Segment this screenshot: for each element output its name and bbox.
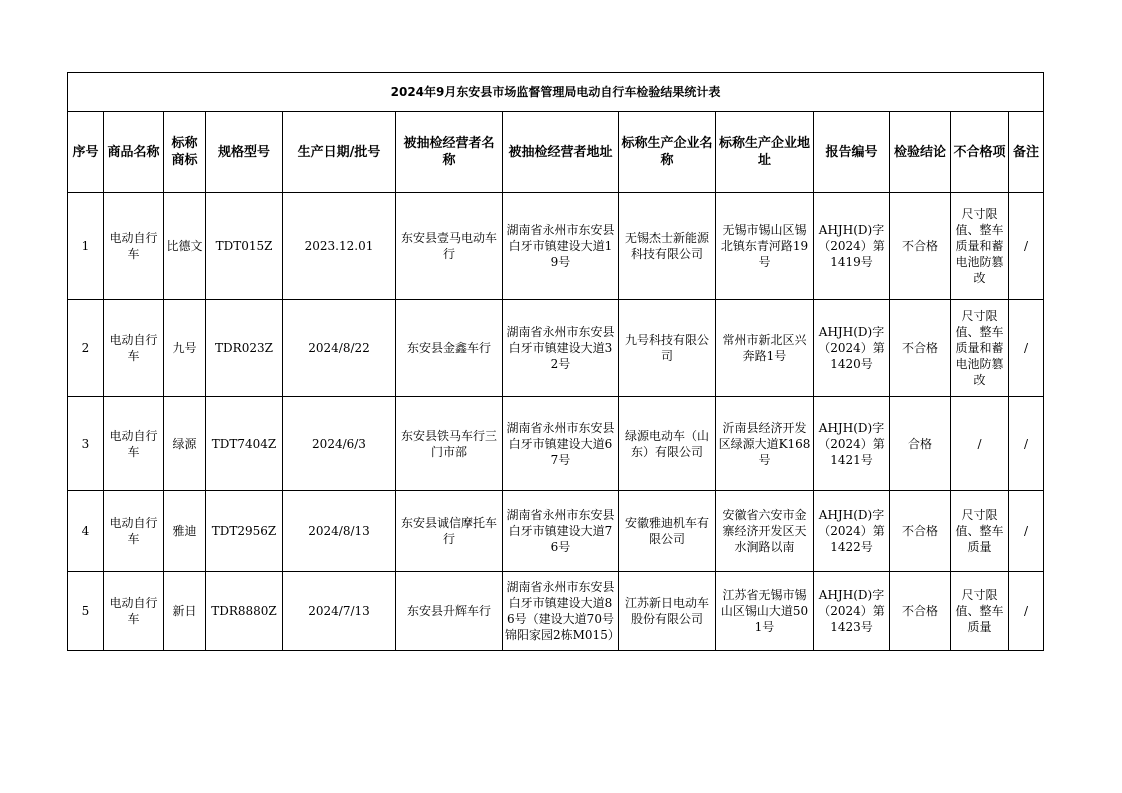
manufacturer-address: 沂南县经济开发区绿源大道K168号 <box>716 397 814 491</box>
header-cell: 被抽检经营者地址 <box>503 112 619 193</box>
table-row <box>68 572 1044 651</box>
product-name: 电动自行车 <box>104 193 164 300</box>
header-cell: 标称生产企业地址 <box>716 112 814 193</box>
manufacturer-name: 绿源电动车（山东）有限公司 <box>619 397 716 491</box>
failed-items: 尺寸限值、整车质量 <box>951 572 1009 651</box>
header-cell: 规格型号 <box>206 112 283 193</box>
model: TDT2956Z <box>206 491 283 572</box>
table-row <box>68 397 1044 491</box>
failed-items: / <box>951 397 1009 491</box>
inspection-result: 不合格 <box>890 193 951 300</box>
model: TDR8880Z <box>206 572 283 651</box>
brand: 比德文 <box>164 193 206 300</box>
product-name: 电动自行车 <box>104 572 164 651</box>
remark: / <box>1009 300 1044 397</box>
header-cell: 检验结论 <box>890 112 951 193</box>
header-cell: 备注 <box>1009 112 1044 193</box>
header-cell: 报告编号 <box>814 112 890 193</box>
production-date: 2024/7/13 <box>283 572 396 651</box>
production-date: 2023.12.01 <box>283 193 396 300</box>
header-cell: 不合格项 <box>951 112 1009 193</box>
header-cell: 商品名称 <box>104 112 164 193</box>
row-number: 1 <box>68 193 104 300</box>
inspection-result: 不合格 <box>890 491 951 572</box>
seller-address: 湖南省永州市东安县白牙市镇建设大道86号（建设大道70号锦阳家园2栋M015） <box>503 572 619 651</box>
report-number: AHJH(D)字（2024）第1420号 <box>814 300 890 397</box>
header-cell: 生产日期/批号 <box>283 112 396 193</box>
seller-name: 东安县铁马车行三门市部 <box>396 397 503 491</box>
row-number: 5 <box>68 572 104 651</box>
table-row <box>68 193 1044 300</box>
seller-name: 东安县诚信摩托车行 <box>396 491 503 572</box>
row-number: 3 <box>68 397 104 491</box>
header-row <box>68 112 1044 193</box>
failed-items: 尺寸限值、整车质量和蓄电池防篡改 <box>951 193 1009 300</box>
seller-address: 湖南省永州市东安县白牙市镇建设大道76号 <box>503 491 619 572</box>
brand: 雅迪 <box>164 491 206 572</box>
header-cell: 标称商标 <box>164 112 206 193</box>
row-number: 4 <box>68 491 104 572</box>
remark: / <box>1009 397 1044 491</box>
product-name: 电动自行车 <box>104 491 164 572</box>
product-name: 电动自行车 <box>104 300 164 397</box>
manufacturer-address: 安徽省六安市金寨经济开发区天水涧路以南 <box>716 491 814 572</box>
remark: / <box>1009 491 1044 572</box>
manufacturer-address: 无锡市锡山区锡北镇东青河路19号 <box>716 193 814 300</box>
inspection-results-table <box>67 72 1044 651</box>
model: TDR023Z <box>206 300 283 397</box>
brand: 九号 <box>164 300 206 397</box>
brand: 新日 <box>164 572 206 651</box>
manufacturer-name: 无锡杰士新能源科技有限公司 <box>619 193 716 300</box>
seller-address: 湖南省永州市东安县白牙市镇建设大道19号 <box>503 193 619 300</box>
manufacturer-name: 江苏新日电动车股份有限公司 <box>619 572 716 651</box>
brand: 绿源 <box>164 397 206 491</box>
remark: / <box>1009 193 1044 300</box>
model: TDT015Z <box>206 193 283 300</box>
product-name: 电动自行车 <box>104 397 164 491</box>
manufacturer-name: 安徽雅迪机车有限公司 <box>619 491 716 572</box>
report-number: AHJH(D)字（2024）第1419号 <box>814 193 890 300</box>
inspection-result: 合格 <box>890 397 951 491</box>
model: TDT7404Z <box>206 397 283 491</box>
production-date: 2024/6/3 <box>283 397 396 491</box>
table-row <box>68 300 1044 397</box>
seller-name: 东安县金鑫车行 <box>396 300 503 397</box>
header-cell: 序号 <box>68 112 104 193</box>
table-row <box>68 491 1044 572</box>
manufacturer-address: 常州市新北区兴奔路1号 <box>716 300 814 397</box>
production-date: 2024/8/13 <box>283 491 396 572</box>
header-cell: 标称生产企业名称 <box>619 112 716 193</box>
seller-address: 湖南省永州市东安县白牙市镇建设大道67号 <box>503 397 619 491</box>
inspection-result: 不合格 <box>890 572 951 651</box>
report-number: AHJH(D)字（2024）第1421号 <box>814 397 890 491</box>
manufacturer-name: 九号科技有限公司 <box>619 300 716 397</box>
header-cell: 被抽检经营者名称 <box>396 112 503 193</box>
row-number: 2 <box>68 300 104 397</box>
production-date: 2024/8/22 <box>283 300 396 397</box>
report-number: AHJH(D)字（2024）第1422号 <box>814 491 890 572</box>
seller-name: 东安县升辉车行 <box>396 572 503 651</box>
manufacturer-address: 江苏省无锡市锡山区锡山大道501号 <box>716 572 814 651</box>
remark: / <box>1009 572 1044 651</box>
inspection-result: 不合格 <box>890 300 951 397</box>
report-number: AHJH(D)字（2024）第1423号 <box>814 572 890 651</box>
seller-name: 东安县壹马电动车行 <box>396 193 503 300</box>
failed-items: 尺寸限值、整车质量 <box>951 491 1009 572</box>
seller-address: 湖南省永州市东安县白牙市镇建设大道32号 <box>503 300 619 397</box>
failed-items: 尺寸限值、整车质量和蓄电池防篡改 <box>951 300 1009 397</box>
table-title: 2024年9月东安县市场监督管理局电动自行车检验结果统计表 <box>68 73 1044 112</box>
